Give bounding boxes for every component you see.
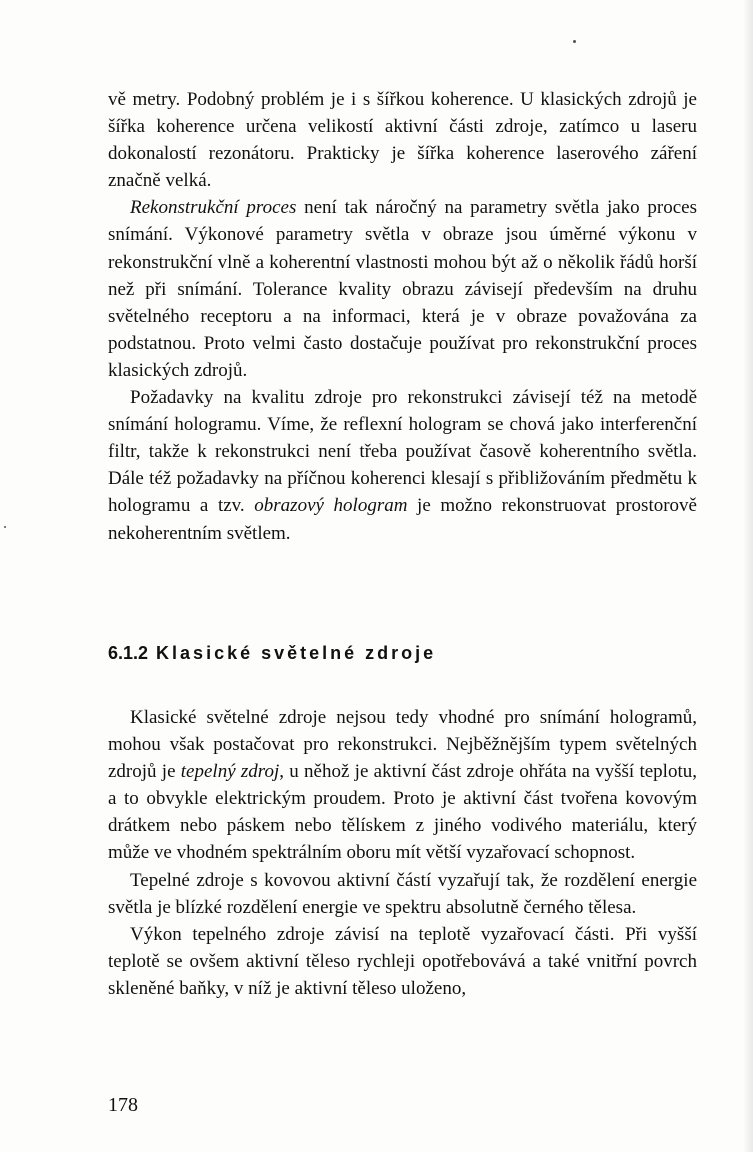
emphasis-term: tepelný zdroj	[180, 761, 280, 783]
paragraph-classic-sources: Klasické světelné zdroje nejsou tedy vhodné pro snímání hologramů, mohou však postačovat pro rekonstrukci. Nejběžnějším typem světelných zdrojů je tepelný zdroj, u něhož je aktivní část zdroje ohřáta na vyšší teplotu, a to obvykle elektrickým proudem. Proto je aktivní část tvořena kovovým drátkem nebo páskem nebo tělískem z jiného vodivého materiálu, který může ve vhodném spektrálním oboru mít větší vyzařovací schopnost.	[108, 707, 697, 864]
paragraph-reconstruction: Rekonstrukční proces není tak náročný na parametry světla jako proces snímání. Výkonové parametry světla v obraze jsou úměrné výkonu v rekonstrukční vlně a koherentní vlastnosti mohou být až o několik řádů horší než při snímání. Tolerance kvality obrazu závisejí především na druhu světelného receptoru a na informaci, která je v obraze považována za podstatnou. Proto velmi často dostačuje používat pro rekonstrukční proces klasických zdrojů.	[108, 197, 697, 381]
emphasis-term: Rekonstrukční proces	[130, 197, 297, 219]
paragraph-power: Výkon tepelného zdroje závisí na teplotě vyzařovací části. Při vyšší teplotě se ovšem aktivní těleso rychleji opotřebovává a také vnitřní povrch skleněné baňky, v níž je aktivní těleso uloženo,	[108, 923, 697, 999]
text-block-top	[108, 86, 697, 547]
print-speck	[4, 526, 6, 528]
emphasis-term: obrazový hologram	[254, 495, 408, 517]
section-title: Klasické světelné zdroje	[156, 643, 437, 663]
paragraph-requirements: Požadavky na kvalitu zdroje pro rekonstrukci závisejí též na metodě snímání hologramu. Víme, že reflexní hologram se chová jako interferenční filtr, takže k rekonstrukci není třeba používat časově koherentního světla. Dále též požadavky na příčnou koherenci klesají s přibližováním předmětu k hologramu a tzv. obrazový hologram je možno rekonstruovat prostorově nekoherentním světlem.	[108, 387, 697, 544]
section-number: 6.1.2	[108, 643, 149, 663]
print-speck	[573, 40, 576, 43]
section-heading	[108, 643, 436, 664]
text-block-bottom	[108, 704, 697, 1002]
paragraph-continuation: vě metry. Podobný problém je i s šířkou koherence. U klasických zdrojů je šířka koherence určena velikostí aktivní části zdroje, zatímco u laseru dokonalostí rezonátoru. Prakticky je šířka koherence laserového záření značně velká.	[108, 89, 697, 192]
paragraph-thermal-sources: Tepelné zdroje s kovovou aktivní částí vyzařují tak, že rozdělení energie světla je blízké rozdělení energie ve spektru absolutně černého tělesa.	[108, 869, 697, 918]
page-number: 178	[108, 1094, 138, 1116]
page-edge-shadow	[743, 0, 753, 1152]
